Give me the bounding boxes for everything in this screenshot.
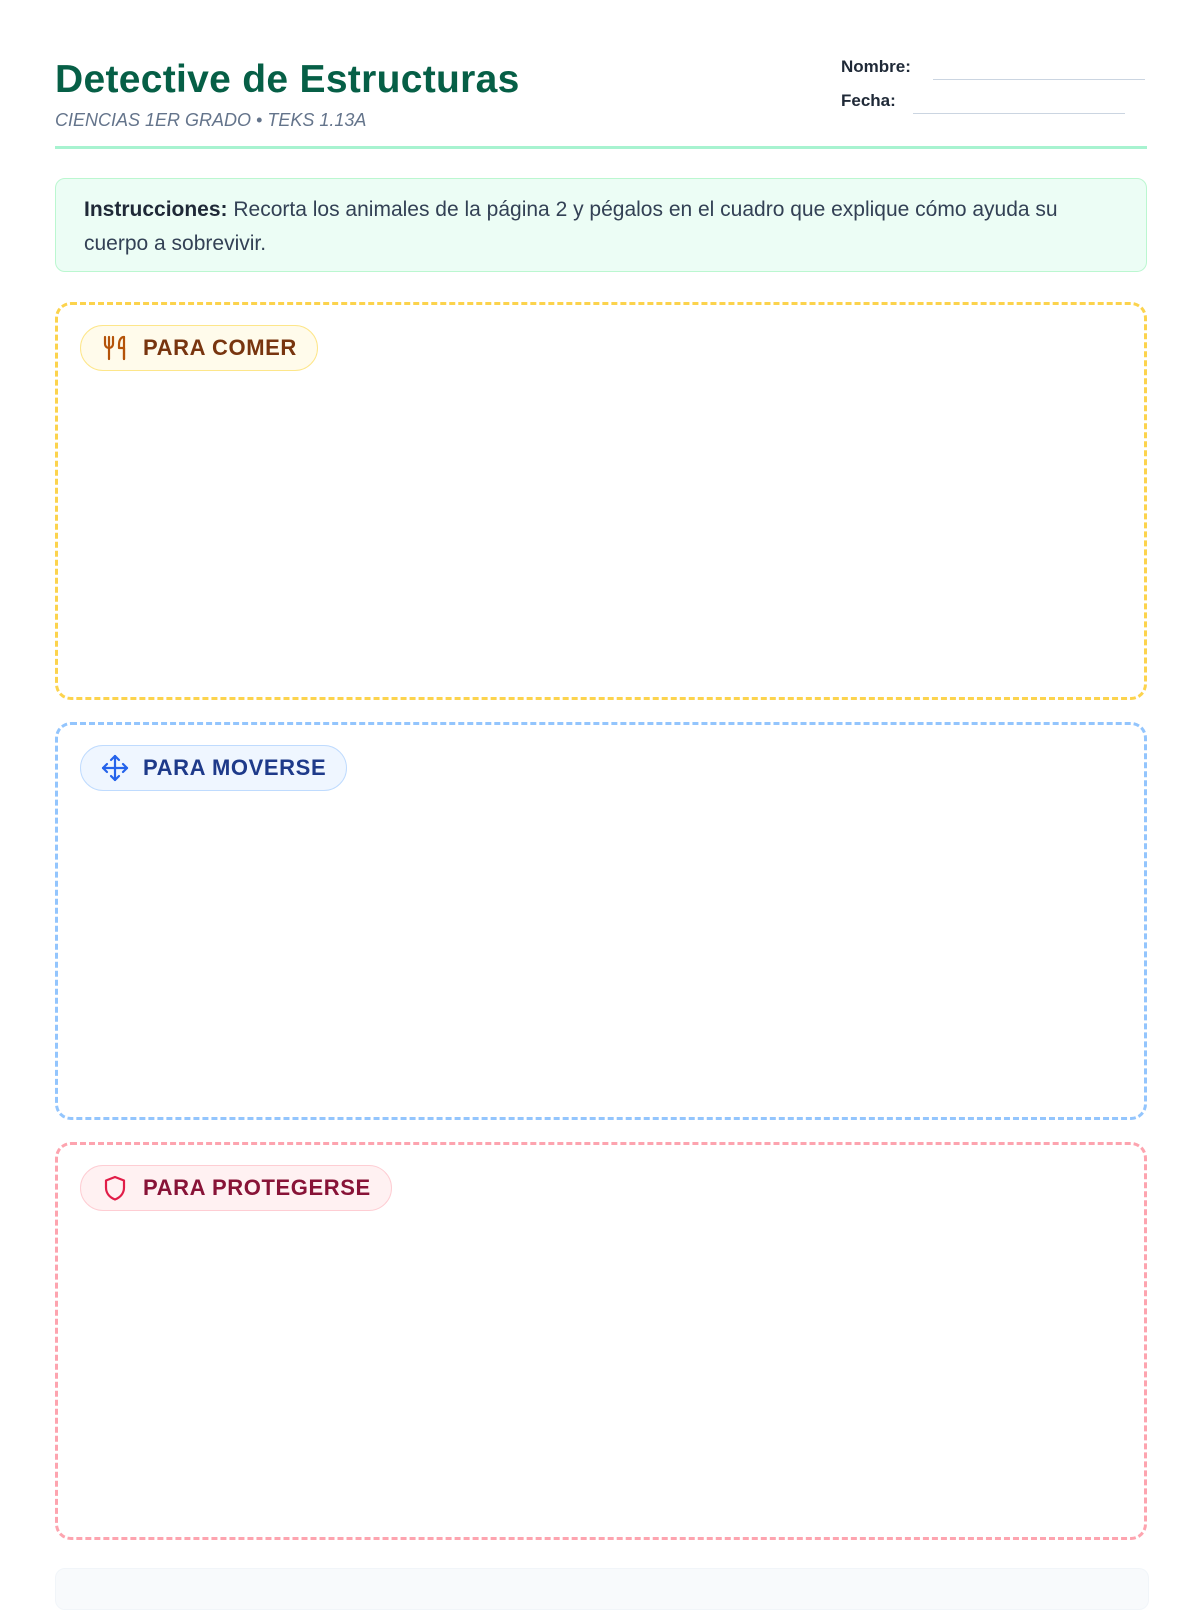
date-label: Fecha:	[841, 91, 896, 110]
instructions-box	[55, 178, 1147, 272]
category-badge-protect	[80, 1165, 392, 1211]
category-label-move: PARA MOVERSE	[143, 755, 327, 780]
fork-knife-icon	[101, 334, 129, 362]
category-badge-move	[80, 745, 347, 791]
category-label-protect: PARA PROTEGERSE	[143, 1175, 371, 1200]
shield-icon	[101, 1174, 129, 1202]
name-line[interactable]	[933, 79, 1145, 80]
category-label-eat: PARA COMER	[143, 335, 297, 360]
student-fields	[841, 56, 1147, 126]
name-field[interactable]	[841, 56, 1147, 80]
date-field[interactable]	[841, 90, 1127, 114]
header-divider	[55, 146, 1147, 149]
worksheet-page	[55, 0, 1147, 1600]
category-badge-eat	[80, 325, 318, 371]
date-line[interactable]	[913, 113, 1125, 114]
name-label: Nombre:	[841, 57, 911, 76]
move-arrows-icon	[101, 754, 129, 782]
worksheet-header	[55, 52, 1147, 150]
category-box-protect[interactable]	[55, 1142, 1147, 1540]
instructions-lead: Instrucciones:	[84, 198, 228, 221]
instructions-text: Recorta los animales de la página 2 y pégalos en el cuadro que explique cómo ayuda su cuerpo a sobrevivir.	[84, 198, 1058, 255]
page-subtitle: CIENCIAS 1ER GRADO • TEKS 1.13A	[55, 110, 367, 130]
page-title: Detective de Estructuras	[55, 58, 520, 101]
category-box-eat[interactable]	[55, 302, 1147, 700]
footer-strip	[55, 1568, 1149, 1610]
category-box-move[interactable]	[55, 722, 1147, 1120]
